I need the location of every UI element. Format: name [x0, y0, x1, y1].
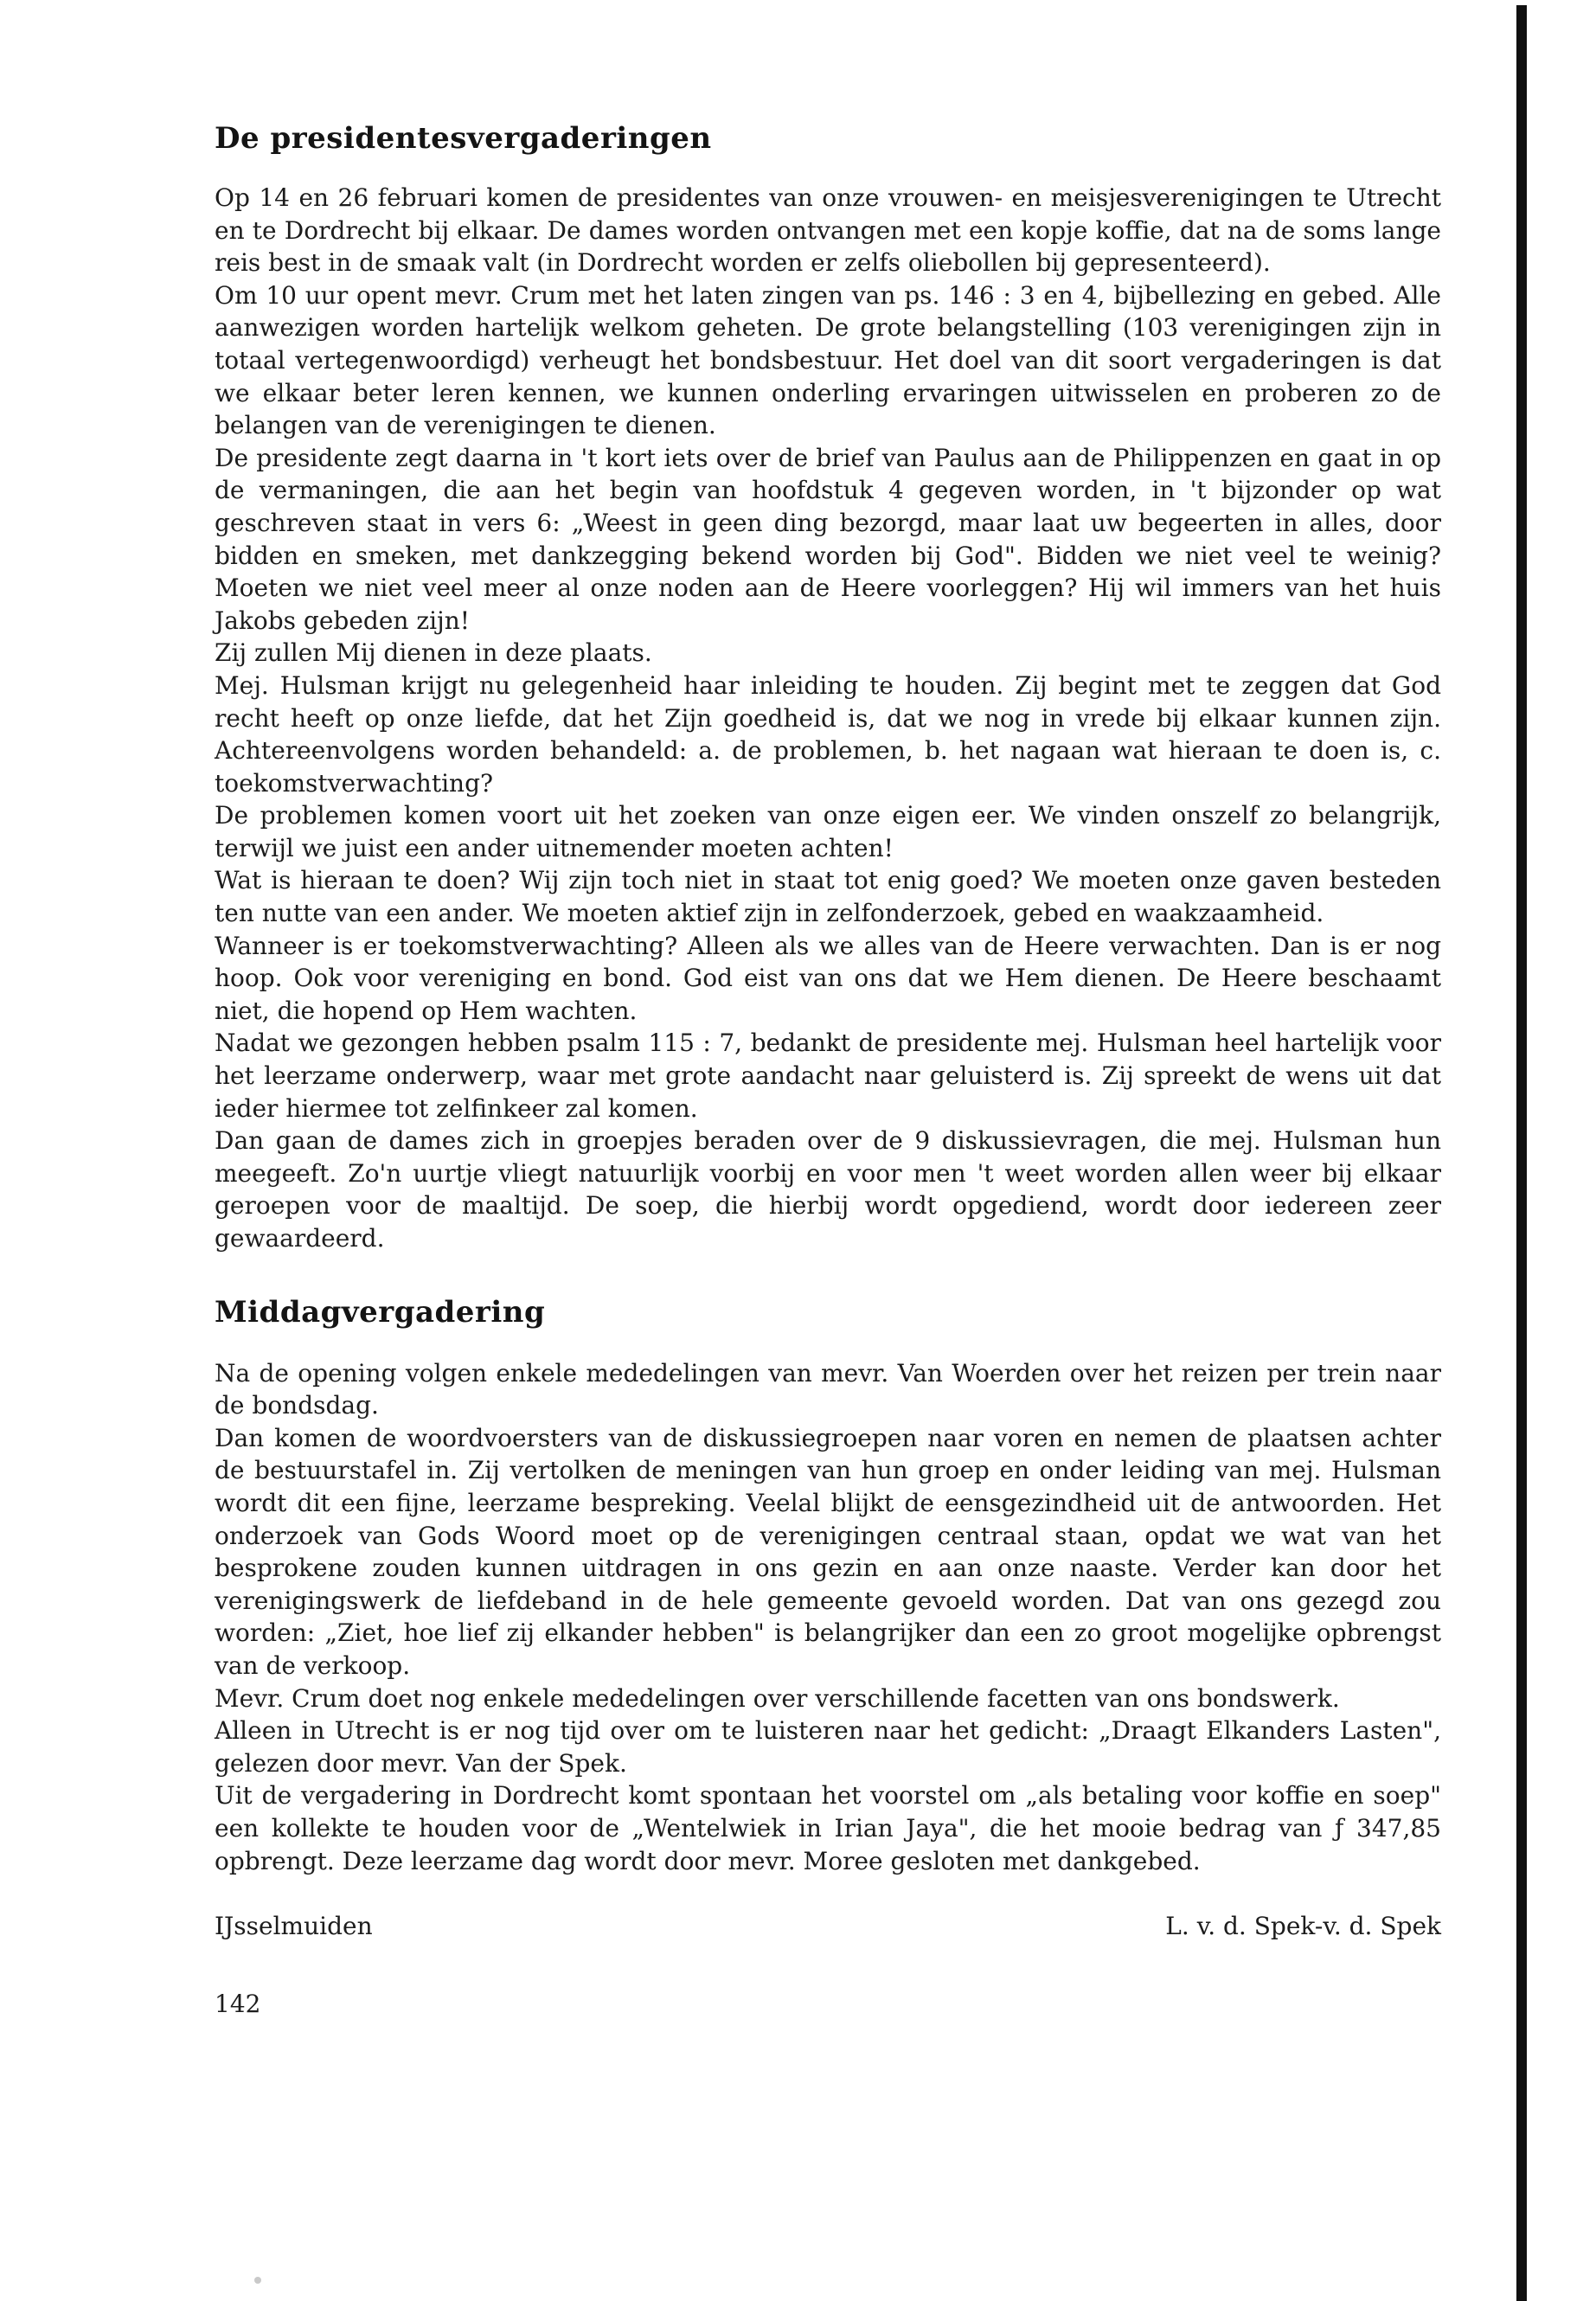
document-page: [215, 119, 1441, 2021]
paragraph: Na de opening volgen enkele mededelingen van mevr. Van Woerden over het reizen per trein naar de bondsdag.: [215, 1358, 1441, 1420]
paragraph: De presidente zegt daarna in 't kort iets over de brief van Paulus aan de Philippenzen en gaat in op de vermaningen, die aan het begin van hoofdstuk 4 gegeven worden, in 't bijzonder op wat geschreven staat in vers 6: „Weest in geen ding bezorgd, maar laat uw begeerten in alles, door bidden en smeken, met dankzegging bekend worden bij God". Bidden we niet veel te weinig? Moeten we niet veel meer al onze noden aan de Heere voorleggen? Hij wil immers van het huis Jakobs gebeden zijn! Zij zullen Mij dienen in deze plaats.: [215, 443, 1441, 668]
paragraph: Om 10 uur opent mevr. Crum met het laten zingen van ps. 146 : 3 en 4, bijbellezing en gebed. Alle aanwezigen worden hartelijk welkom geheten. De grote belangstelling (103 verenigingen zijn in totaal vertegenwoordigd) verheugt het bondsbestuur. Het doel van dit soort vergaderingen is dat we elkaar beter leren kennen, we kunnen onderling ervaringen uitwisselen en proberen zo de belangen van de verenigingen te dienen.: [215, 280, 1441, 440]
scan-edge-bar: [1516, 5, 1527, 2301]
section-heading-presidentesvergaderingen: De presidentesvergaderingen: [215, 121, 712, 156]
page-number: 142: [215, 1990, 261, 2019]
paragraph: Nadat we gezongen hebben psalm 115 : 7, bedankt de presidente mej. Hulsman heel hartelijk voor het leerzame onderwerp, waar met grote aandacht naar geluisterd is. Zij spreekt de wens uit dat ieder hiermee tot zelfinkeer zal komen.: [215, 1029, 1441, 1123]
place-name: IJsselmuiden: [215, 1912, 373, 1941]
paragraph: Dan gaan de dames zich in groepjes beraden over de 9 diskussievragen, die mej. Hulsman hun meegeeft. Zo'n uurtje vliegt natuurlijk voorbij en voor men 't weet worden allen weer bij elkaar geroepen voor de maaltijd. De soep, die hierbij wordt opgediend, wordt door iedereen zeer gewaardeerd.: [215, 1126, 1441, 1253]
paragraph: De problemen komen voort uit het zoeken van onze eigen eer. We vinden onszelf zo belangrijk, terwijl we juist een ander uitnemender moeten achten!: [215, 801, 1441, 862]
paragraph: Mevr. Crum doet nog enkele mededelingen over verschillende facetten van ons bondswerk.: [215, 1683, 1340, 1713]
scan-speck: [254, 2277, 261, 2284]
paragraph: Mej. Hulsman krijgt nu gelegenheid haar inleiding te houden. Zij begint met te zeggen dat God recht heeft op onze liefde, dat het Zijn goedheid is, dat we nog in vrede bij elkaar kunnen zijn. Achtereenvolgens worden behandeld: a. de problemen, b. het nagaan wat hieraan te doen is, c. toekomstverwachting?: [215, 670, 1441, 798]
paragraph: Wanneer is er toekomstverwachting? Alleen als we alles van de Heere verwachten. Dan is er nog hoop. Ook voor vereniging en bond. God eist van ons dat we Hem dienen. De Heere beschaamt niet, die hopend op Hem wachten.: [215, 931, 1441, 1025]
section-heading-middagvergadering: Middagvergadering: [215, 1294, 546, 1330]
paragraph: Op 14 en 26 februari komen de presidentes van onze vrouwen- en meisjesverenigingen te Utrecht en te Dordrecht bij elkaar. De dames worden ontvangen met een kopje koffie, dat na de soms lange reis best in de smaak valt (in Dordrecht worden er zelfs oliebollen bij gepresenteerd).: [215, 183, 1441, 278]
paragraph: Uit de vergadering in Dordrecht komt spontaan het voorstel om „als betaling voor koffie en soep" een kollekte te houden voor de „Wentelwiek in Irian Jaya", die het mooie bedrag van ƒ 347,85 opbrengt. Deze leerzame dag wordt door mevr. Moree gesloten met dankgebed.: [215, 1781, 1441, 1875]
paragraph: Alleen in Utrecht is er nog tijd over om te luisteren naar het gedicht: „Draagt Elkanders Lasten", gelezen door mevr. Van der Spek.: [215, 1716, 1441, 1778]
paragraph: Wat is hieraan te doen? Wij zijn toch niet in staat tot enig goed? We moeten onze gaven besteden ten nutte van een ander. We moeten aktief zijn in zelfonderzoek, gebed en waakzaamheid.: [215, 866, 1441, 928]
author-signature: L. v. d. Spek-v. d. Spek: [1165, 1912, 1441, 1941]
paragraph: Dan komen de woordvoersters van de diskussiegroepen naar voren en nemen de plaatsen achter de bestuurstafel in. Zij vertolken de meningen van hun groep en onder leiding van mej. Hulsman wordt dit een fijne, leerzame bespreking. Veelal blijkt de eensgezindheid uit de antwoorden. Het onderzoek van Gods Woord moet op de verenigingen centraal staan, opdat we wat van het besprokene zouden kunnen uitdragen in ons gezin en aan onze naaste. Verder kan door het verenigingswerk de liefdeband in de hele gemeente gevoeld worden. Dat van ons gezegd zou worden: „Ziet, hoe lief zij elkander hebben" is belangrijker dan een zo groot mogelijke opbrengst van de verkoop.: [215, 1423, 1441, 1680]
signature-row: [215, 1910, 1441, 1943]
